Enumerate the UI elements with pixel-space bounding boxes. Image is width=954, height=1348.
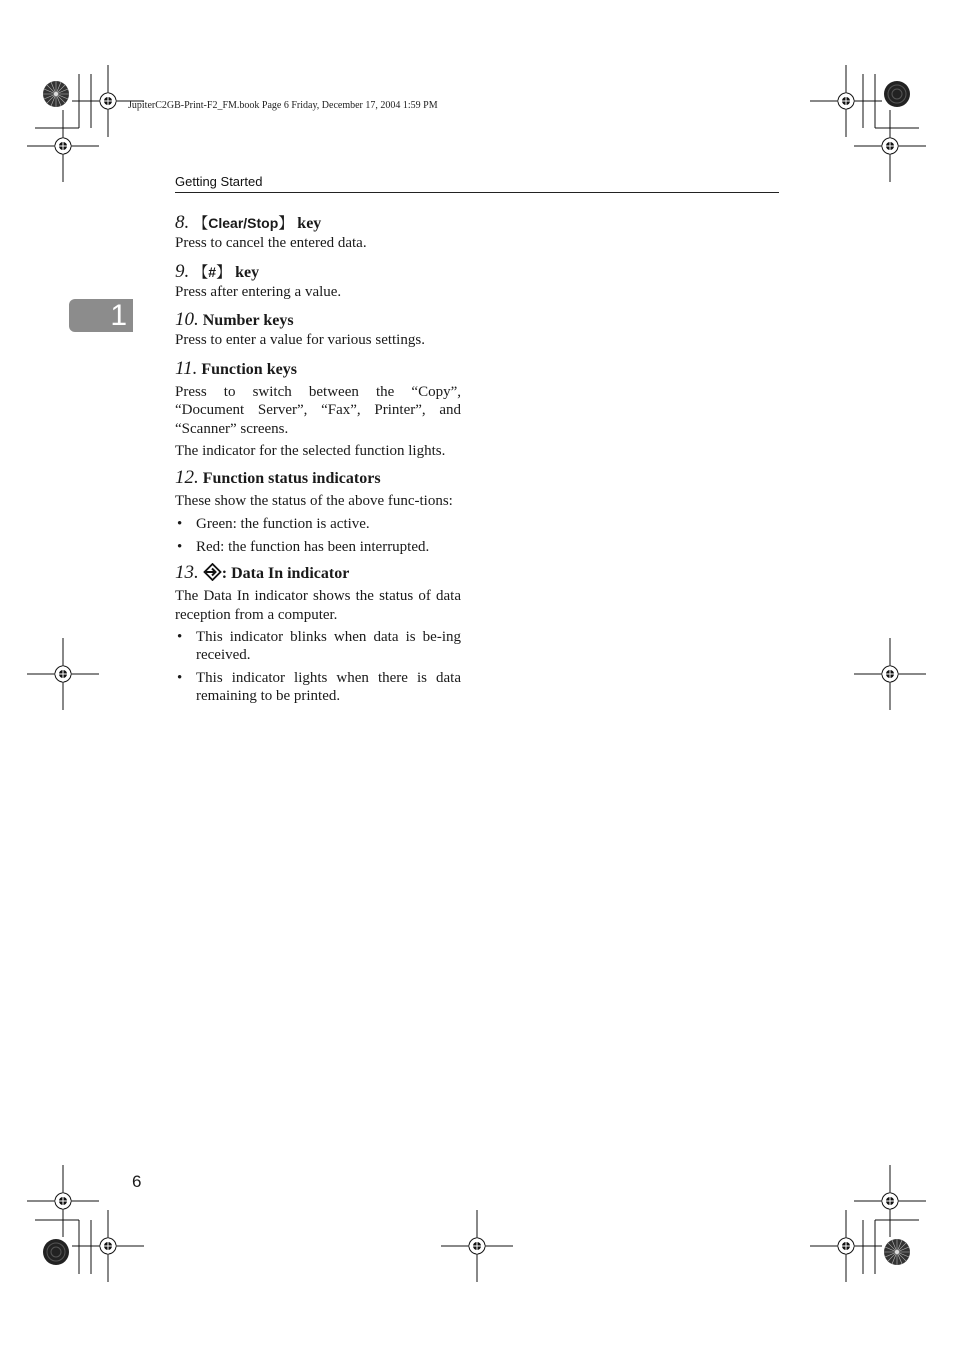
item-12 bbox=[175, 468, 461, 557]
item-9-heading bbox=[175, 262, 461, 283]
item-number: 11. bbox=[175, 357, 198, 379]
list-item-text: This indicator lights when there is data remaining to be printed. bbox=[196, 670, 461, 704]
bracket-close: 】 bbox=[278, 214, 294, 232]
list-item bbox=[175, 516, 461, 534]
item-title-suffix: key bbox=[293, 215, 322, 232]
item-number: 9. bbox=[175, 260, 190, 282]
item-number: 13. bbox=[175, 562, 199, 583]
file-info-slug: JupiterC2GB-Print-F2_FM.book Page 6 Friday, December 17, 2004 1:59 PM bbox=[128, 100, 438, 111]
item-8-description: Press to cancel the entered data. bbox=[175, 235, 367, 251]
item-13 bbox=[175, 563, 461, 705]
key-name-hash: # bbox=[208, 263, 217, 280]
bracket-open: 【 bbox=[193, 262, 209, 281]
item-12-description: These show the status of the above func-tions: bbox=[175, 492, 453, 509]
list-item-text: Green: the function is active. bbox=[196, 516, 370, 532]
data-in-icon bbox=[203, 563, 222, 587]
bullet-icon: • bbox=[177, 516, 183, 532]
bullet-icon: • bbox=[177, 670, 183, 686]
list-item bbox=[175, 670, 461, 705]
item-11-note: The indicator for the selected function lights. bbox=[175, 443, 446, 459]
chapter-tab: 1 bbox=[69, 299, 133, 332]
item-10-heading bbox=[175, 310, 461, 331]
page-number: 6 bbox=[132, 1172, 142, 1191]
item-13-bullet-list bbox=[175, 629, 461, 705]
list-item-text: Red: the function has been interrupted. bbox=[196, 538, 430, 555]
bracket-close: 】 bbox=[216, 262, 232, 281]
item-8 bbox=[175, 213, 461, 253]
list-item-text: This indicator blinks when data is be-ing received. bbox=[196, 629, 461, 663]
key-name-clear-stop: Clear/Stop bbox=[208, 215, 279, 231]
item-10 bbox=[175, 310, 461, 350]
item-8-heading bbox=[175, 213, 461, 234]
running-head: Getting Started bbox=[175, 174, 263, 189]
list-item bbox=[175, 539, 461, 557]
item-title: Number keys bbox=[198, 312, 294, 329]
item-10-description: Press to enter a value for various settings. bbox=[175, 332, 425, 348]
item-11-heading bbox=[175, 359, 461, 380]
item-title: Function status indicators bbox=[198, 469, 381, 487]
item-11-description: Press to switch between the “Copy”, “Document Server”, “Fax”, Printer”, and “Scanner” screens. bbox=[175, 383, 461, 437]
item-title: : Data In indicator bbox=[221, 565, 350, 582]
item-title: Function keys bbox=[197, 360, 297, 378]
header-rule bbox=[175, 192, 779, 193]
item-12-heading bbox=[175, 468, 461, 489]
bullet-icon: • bbox=[177, 629, 183, 645]
item-number: 8. bbox=[175, 212, 190, 233]
item-13-heading bbox=[175, 563, 461, 587]
bullet-icon: • bbox=[177, 538, 183, 555]
item-11 bbox=[175, 359, 461, 461]
item-9 bbox=[175, 262, 461, 302]
item-number: 10. bbox=[175, 309, 199, 330]
item-9-description: Press after entering a value. bbox=[175, 283, 342, 300]
key-descriptions bbox=[175, 213, 461, 705]
item-number: 12. bbox=[175, 466, 199, 488]
item-12-bullet-list bbox=[175, 516, 461, 556]
list-item bbox=[175, 629, 461, 664]
bracket-open: 【 bbox=[193, 214, 209, 232]
item-13-description: The Data In indicator shows the status of data reception from a computer. bbox=[175, 588, 461, 623]
item-title-suffix: key bbox=[231, 263, 260, 281]
